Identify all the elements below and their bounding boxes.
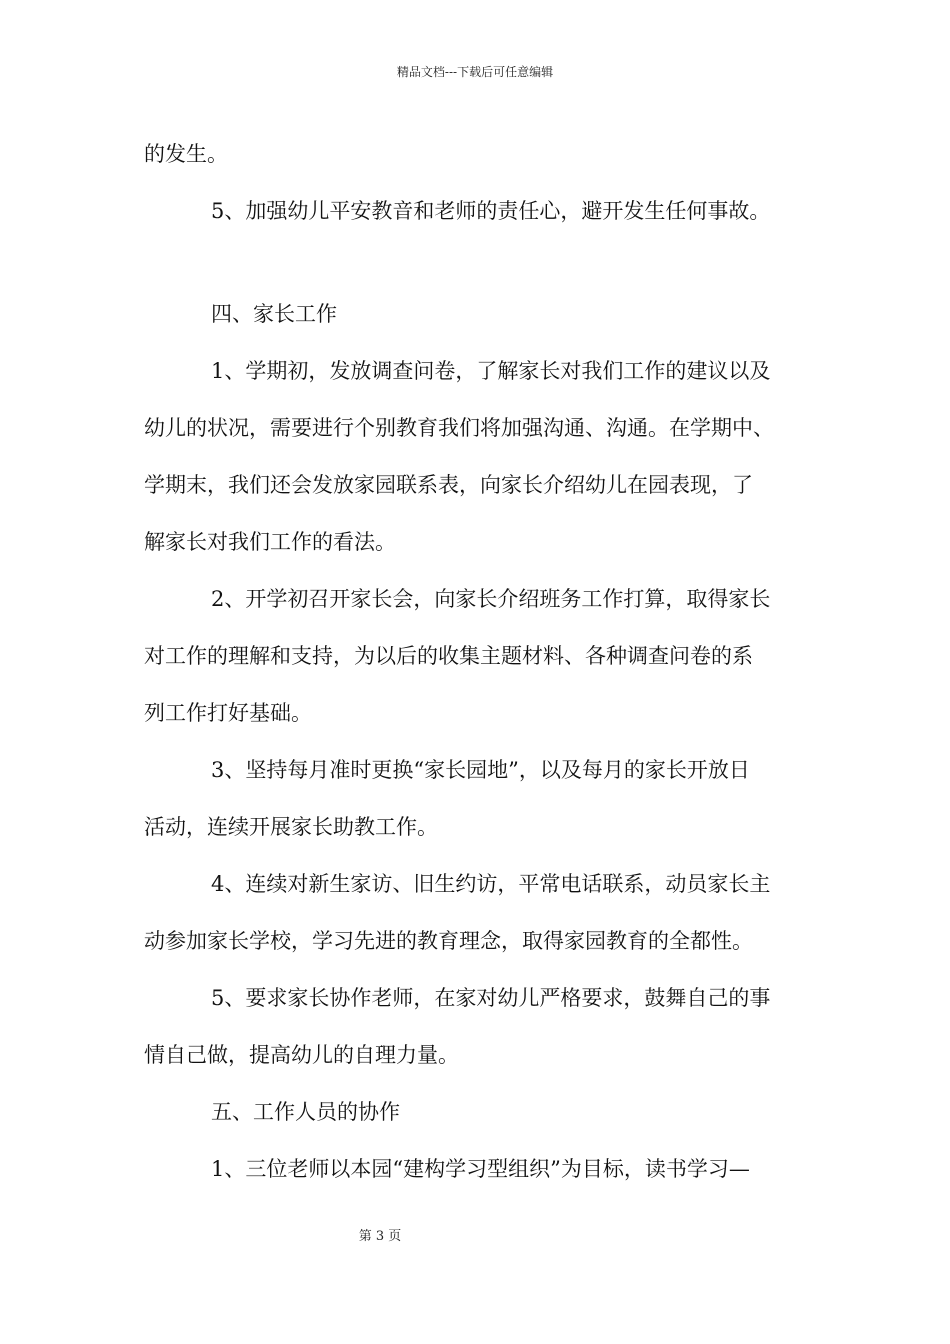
text-line: 1、三位老师以本园“建构学习型组织”为目标，读书学习— xyxy=(211,1157,750,1181)
document-body xyxy=(144,126,816,1198)
text-line: 活动，连续开展家长助教工作。 xyxy=(144,815,438,839)
text-line: 幼儿的状况，需要进行个别教育我们将加强沟通、沟通。在学期中、 xyxy=(144,416,774,440)
text-line: 4、连续对新生家访、旧生约访，平常电话联系，动员家长主 xyxy=(211,872,771,896)
page-number: 第 3 页 xyxy=(358,1229,402,1244)
text-line: 列工作打好基础。 xyxy=(144,701,312,725)
text-line: 动参加家长学校，学习先进的教育理念，取得家园教育的全都性。 xyxy=(144,929,753,953)
text-line: 解家长对我们工作的看法。 xyxy=(144,530,396,554)
text-line: 3、坚持每月准时更换“家长园地”，以及每月的家长开放日 xyxy=(211,758,750,782)
text-line: 情自己做，提高幼儿的自理力量。 xyxy=(144,1043,459,1067)
section-heading: 四、家长工作 xyxy=(211,302,337,326)
paragraph-gap xyxy=(144,240,816,286)
text-line: 的发生。 xyxy=(144,142,228,166)
text-line: 5、加强幼儿平安教音和老师的责任心，避开发生任何事故。 xyxy=(211,199,771,223)
text-line: 5、要求家长协作老师，在家对幼儿严格要求，鼓舞自己的事 xyxy=(211,986,771,1010)
text-line: 学期末，我们还会发放家园联系表，向家长介绍幼儿在园表现，了 xyxy=(144,473,753,497)
text-line: 对工作的理解和支持，为以后的收集主题材料、各种调查问卷的系 xyxy=(144,644,753,668)
page-header: 精品文档---下载后可任意编辑 xyxy=(396,65,554,79)
text-line: 2、开学初召开家长会，向家长介绍班务工作打算，取得家长 xyxy=(211,587,771,611)
section-heading: 五、工作人员的协作 xyxy=(211,1100,400,1124)
text-line: 1、学期初，发放调查问卷，了解家长对我们工作的建议以及 xyxy=(211,359,771,383)
